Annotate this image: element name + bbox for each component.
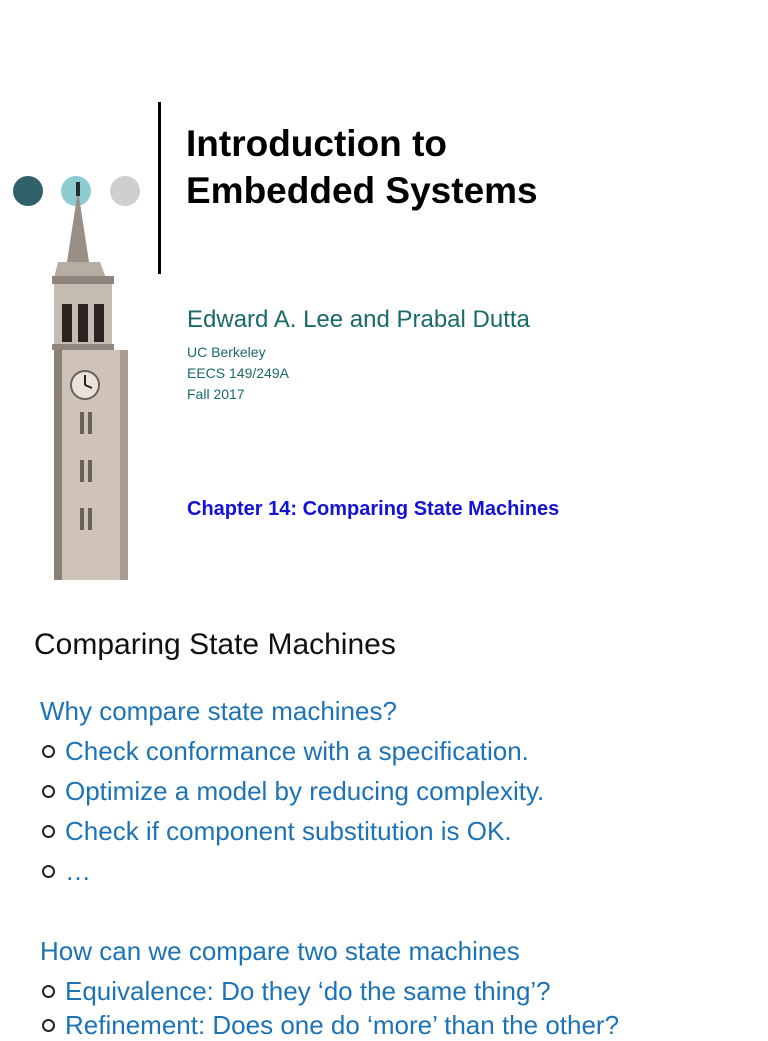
question-how: How can we compare two state machines bbox=[40, 936, 520, 966]
ring-bullet-icon bbox=[42, 865, 55, 878]
bullet-text: Check conformance with a specification. bbox=[65, 736, 529, 766]
title-line-2: Embedded Systems bbox=[186, 170, 538, 211]
question-why: Why compare state machines? bbox=[40, 696, 397, 726]
slide-title bbox=[186, 120, 538, 214]
bullet-item bbox=[40, 976, 551, 1007]
content-slide bbox=[0, 600, 768, 1040]
slide2-title: Comparing State Machines bbox=[34, 628, 396, 661]
ring-bullet-icon bbox=[42, 745, 55, 758]
ring-bullet-icon bbox=[42, 785, 55, 798]
bullet-item bbox=[40, 1010, 619, 1041]
bullet-item bbox=[40, 816, 512, 847]
bullet-item bbox=[40, 856, 91, 887]
bullet-text: Equivalence: Do they ‘do the same thing’? bbox=[65, 976, 551, 1006]
bullet-text: Check if component substitution is OK. bbox=[65, 816, 512, 846]
institution: UC Berkeley bbox=[187, 344, 266, 360]
dot-dark bbox=[13, 176, 43, 206]
ring-bullet-icon bbox=[42, 1019, 55, 1032]
title-line-1: Introduction to bbox=[186, 123, 447, 164]
course-code: EECS 149/249A bbox=[187, 365, 289, 381]
course-info bbox=[187, 342, 289, 405]
term: Fall 2017 bbox=[187, 386, 245, 402]
bullet-text: Refinement: Does one do ‘more’ than the other? bbox=[65, 1010, 620, 1040]
bullet-text: … bbox=[65, 856, 91, 886]
bullet-text: Optimize a model by reducing complexity. bbox=[65, 776, 545, 806]
ring-bullet-icon bbox=[42, 825, 55, 838]
title-divider bbox=[158, 102, 161, 274]
bullet-item bbox=[40, 776, 544, 807]
bullet-item bbox=[40, 736, 529, 767]
campanile-tower-illustration bbox=[40, 180, 140, 580]
chapter-heading: Chapter 14: Comparing State Machines bbox=[187, 498, 560, 520]
ring-bullet-icon bbox=[42, 985, 55, 998]
authors: Edward A. Lee and Prabal Dutta bbox=[187, 306, 530, 333]
